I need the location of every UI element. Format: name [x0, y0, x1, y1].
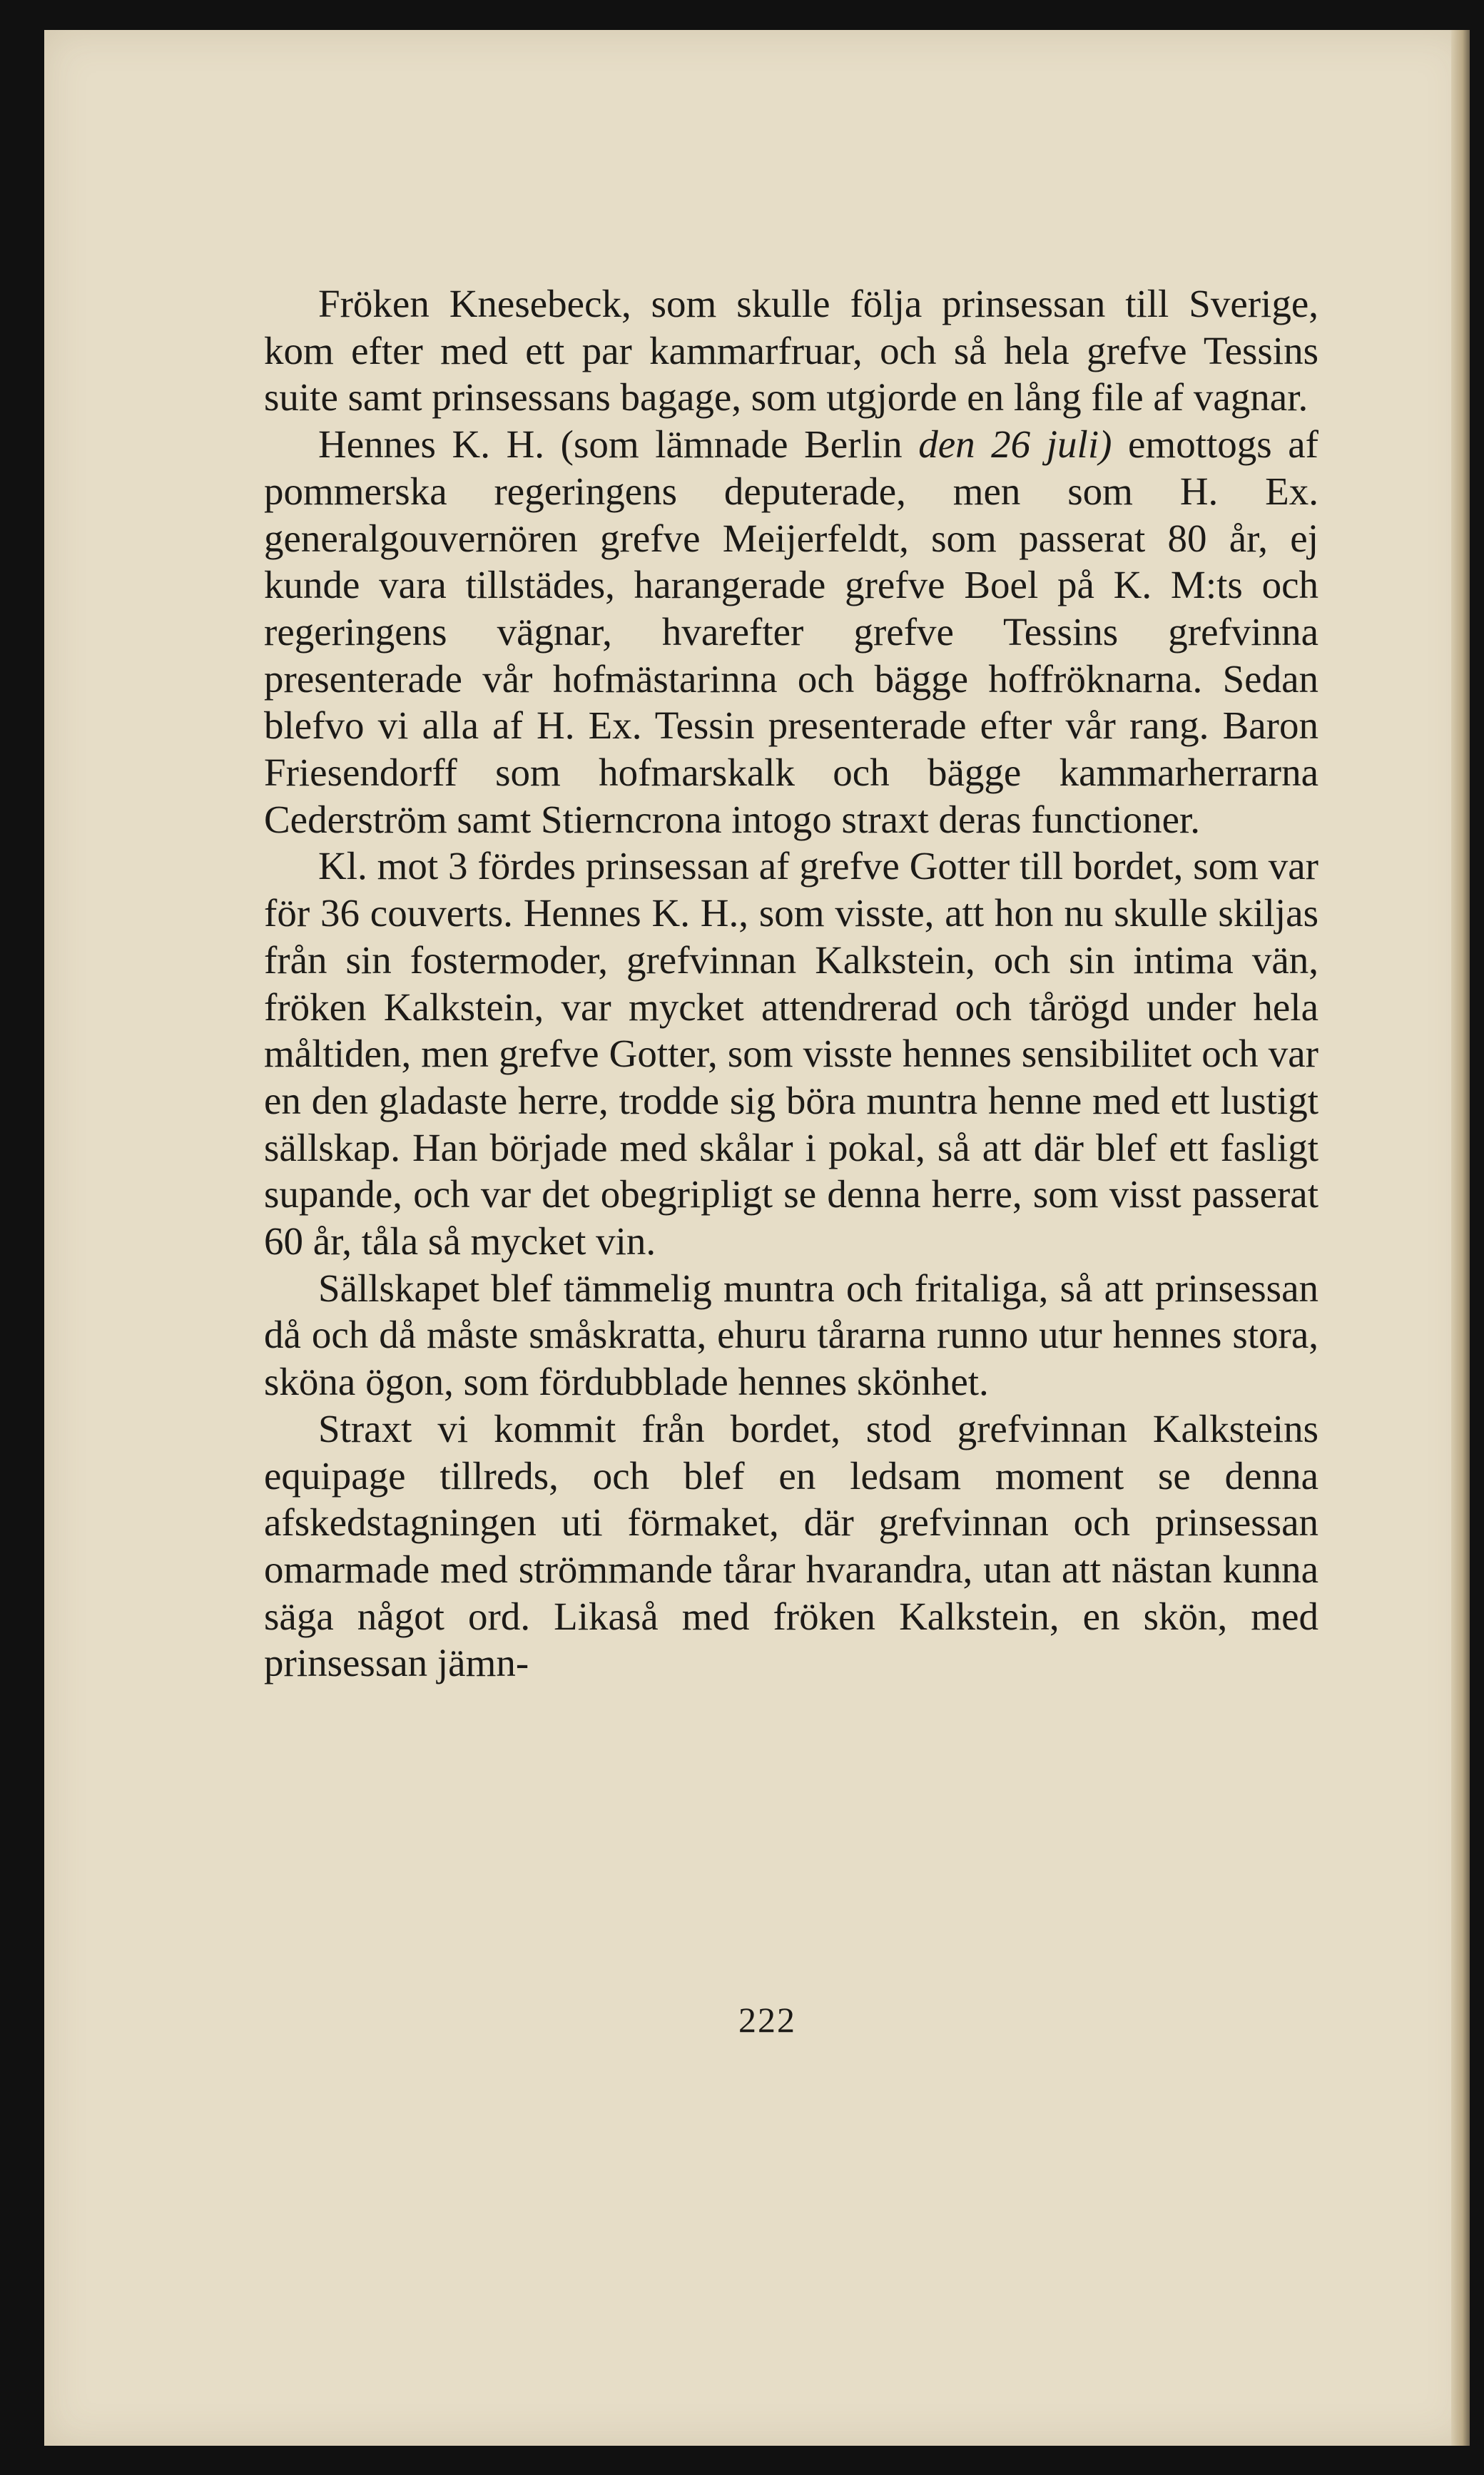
- body-text: [264, 280, 1318, 1687]
- paragraph: [264, 1265, 1318, 1406]
- paragraph-text: Hennes K. H. (som lämnade Berlin: [318, 422, 919, 467]
- italic-date: den 26 juli): [918, 422, 1112, 467]
- page-edge: [1451, 30, 1470, 2446]
- paragraph-text: Sällskapet blef tämmelig muntra och fritaliga, så att prinsessan då och då måste småskratta, ehuru tårarna runno utur hennes stora, sköna ögon, som fördubblade hennes skönhet.: [264, 1266, 1318, 1404]
- paragraph: [264, 280, 1318, 421]
- paragraph: [264, 1406, 1318, 1687]
- paragraph: [264, 421, 1318, 843]
- paragraph: [264, 843, 1318, 1264]
- page-number: 222: [738, 2000, 796, 2040]
- paragraph-text: Kl. mot 3 fördes prinsessan af grefve Gotter till bordet, som var för 36 couverts. Hennes K. H., som visste, att hon nu skulle skiljas från sin fostermoder, grefvinnan Kalkstein, och sin intima vän, fröken Kalkstein, var mycket attendrerad och tårögd under hela måltiden, men grefve Gotter, som visste hennes sensibilitet och var en den gladaste herre, trodde sig böra muntra henne med ett lustigt sällskap. Han började med skålar i pokal, så att där blef ett fasligt supande, och var det obegripligt se denna herre, som visst passerat 60 år, tåla så mycket vin.: [264, 844, 1318, 1264]
- paragraph-text: Fröken Knesebeck, som skulle följa prinsessan till Sverige, kom efter med ett par kammarfruar, och så hela grefve Tessins suite samt prinsessans bagage, som utgjorde en lång file af vagnar.: [264, 282, 1318, 420]
- paragraph-text: Straxt vi kommit från bordet, stod grefvinnan Kalksteins equipage tillreds, och blef en ledsam moment se denna afskedstagningen uti förmaket, där grefvinnan och prinsessan omarmade med strömmande tårar hvarandra, utan att nästan kunna säga något ord. Likaså med fröken Kalkstein, en skön, med prinsessan jämn-: [264, 1406, 1318, 1685]
- paragraph-text: emottogs af pommerska regeringens deputerade, men som H. Ex. generalgouvernören grefve Meijerfeldt, som passerat 80 år, ej kunde vara tillstädes, harangerade grefve Boel på K. M:ts och regeringens vägnar, hvarefter grefve Tessins grefvinna presenterade vår hofmästarinna och bägge hoffröknarna. Sedan blefvo vi alla af H. Ex. Tessin presenterade efter vår rang. Baron Friesendorff som hofmarskalk och bägge kammarherrarna Cederström samt Stierncrona intogo straxt deras functioner.: [264, 422, 1318, 841]
